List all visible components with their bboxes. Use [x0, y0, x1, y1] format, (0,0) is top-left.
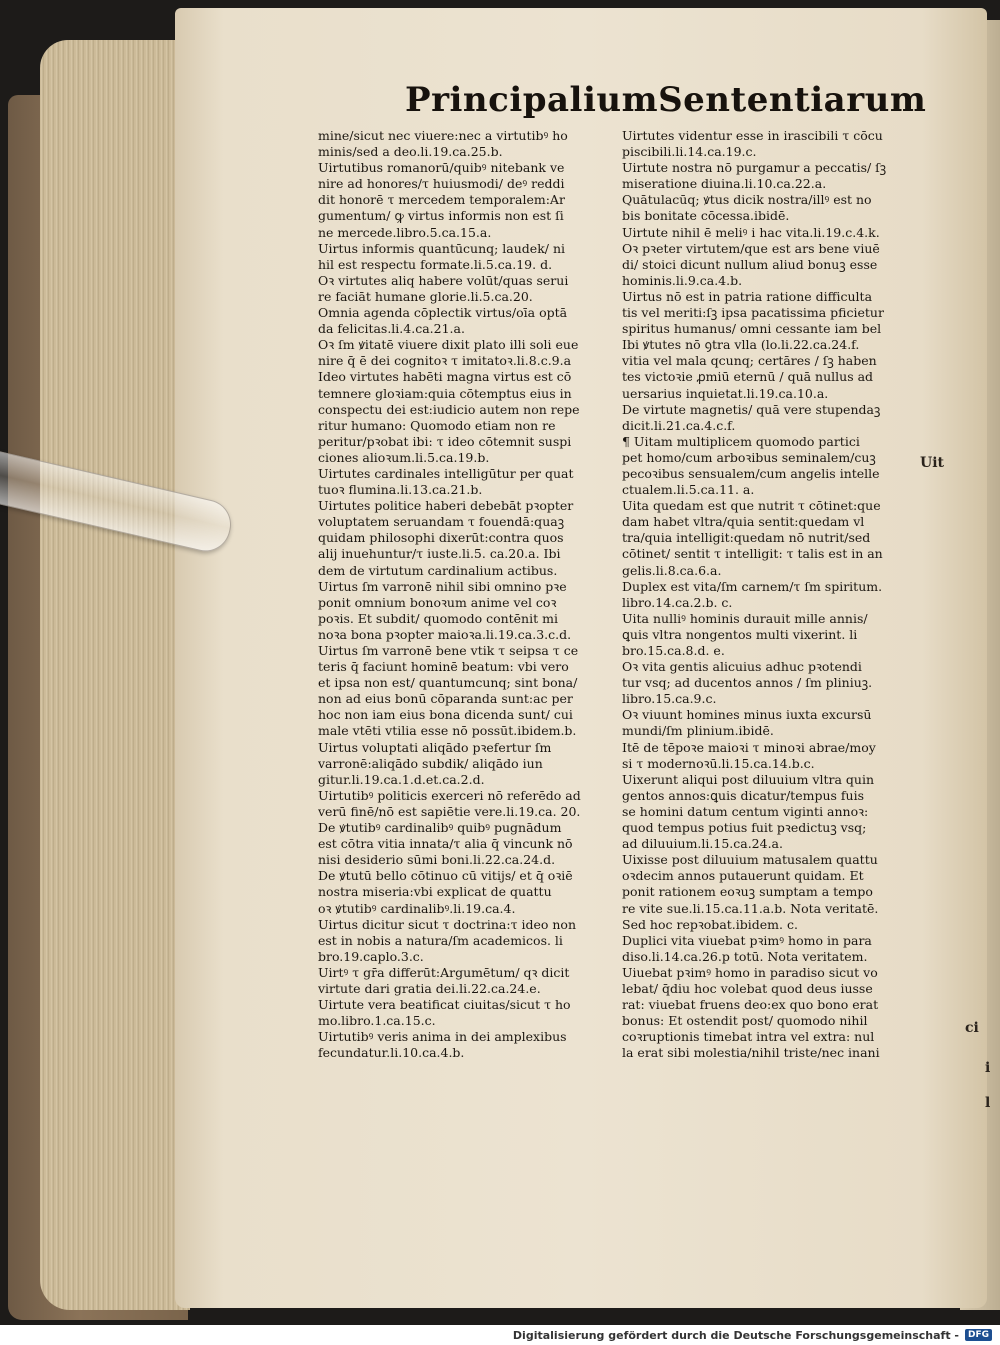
text-line: bis bonitate cōcessa.ibidē.: [622, 208, 790, 224]
text-line: pet homo/cum arboꝛibus seminalem/cuꝫ: [622, 449, 876, 465]
text-line: dicit.li.21.ca.4.c.f.: [622, 417, 736, 433]
text-line: Oꝛ ſm ꝟitatē viuere dixit plato illi soli eue: [318, 337, 579, 353]
text-line: est cōtra vitia innata/τ alia q̄ vincunk nō: [318, 836, 573, 852]
text-line: hil est respectu formate.li.5.ca.19. d.: [318, 256, 553, 272]
text-line: mo.libro.1.ca.15.c.: [318, 1013, 436, 1029]
text-line: spiritus humanus/ omni cessante iam bel: [622, 321, 882, 337]
text-line: ne mercede.libro.5.ca.15.a.: [318, 224, 492, 240]
text-line: Duplici vita viuebat pꝛimꝰ homo in para: [622, 932, 872, 948]
header-right: Sententiarum: [658, 80, 927, 120]
text-line: uersarius inquietat.li.19.ca.10.a.: [622, 385, 829, 401]
text-line: virtute dari gratia dei.li.22.ca.24.e.: [318, 980, 541, 996]
text-line: Duplex est vita/ſm carnem/τ ſm spiritum.: [622, 578, 883, 594]
text-line: ctualem.li.5.ca.11. a.: [622, 482, 755, 498]
text-line: dam habet vltra/quia sentit:quedam vl: [622, 514, 865, 530]
text-line: Uirtutibus romanorū/quibꝰ nitebank ve: [318, 160, 565, 176]
text-line: Uirtus ſm varronē bene vtik τ seipsa τ ce: [318, 643, 579, 658]
text-line: ꝗuis vltra nongentos multi vixerint. li: [622, 626, 858, 642]
right-column: [622, 128, 922, 1061]
text-line: Uixisse post diluuium matusalem quattu: [622, 852, 878, 868]
text-line: alij inuehuntur/τ iuste.li.5. ca.20.a. Ibi: [318, 546, 561, 562]
text-line: nisi desiderio sūmi boni.li.22.ca.24.d.: [318, 852, 556, 868]
text-line: tes victoꝛie ꝓmiū eternū / quā nullus ad: [622, 369, 874, 385]
text-line: dem de virtutum cardinalium actibus.: [318, 562, 558, 578]
text-line: quod tempus potius fuit pꝛedictuꝫ vsq;: [622, 820, 867, 836]
text-line: mundi/ſm plinium.ibidē.: [622, 723, 774, 739]
text-line: varronē:aliqādo subdik/ aliqādo iun: [318, 755, 543, 771]
text-line: vitia vel mala qcunq; certāres / ſꝫ haben: [622, 353, 877, 369]
text-line: non ad eius bonū cōparanda sunt:ac per: [318, 691, 573, 707]
text-line: ¶ Uitam multiplicem quomodo partici: [622, 433, 860, 449]
text-line: Uirtutibꝰ veris anima in dei amplexibus: [318, 1029, 567, 1045]
text-line: si τ modernoꝛū.li.15.ca.14.b.c.: [622, 755, 815, 771]
text-line: la erat sibi molestia/nihil triste/nec inani: [622, 1045, 880, 1061]
margin-fragment: ci: [965, 1020, 979, 1036]
text-line: coꝛruptionis timebat intra vel extra: nul: [622, 1029, 875, 1045]
text-line: oꝛ ꝟtutibꝰ cardinalibꝰ.li.19.ca.4.: [318, 900, 516, 916]
text-line: teris q̄ faciunt hominē beatum: vbi vero: [318, 659, 569, 675]
text-line: cōtinet/ sentit τ intelligit: τ talis est in an: [622, 546, 883, 562]
text-line: noꝛa bona pꝛopter maioꝛa.li.19.ca.3.c.d.: [318, 626, 572, 642]
text-line: quidam philosophi dixerūt:contra quos: [318, 530, 564, 546]
text-line: poꝛis. Et subdit/ quomodo contēnit mi: [318, 610, 558, 626]
margin-fragment: l: [985, 1095, 991, 1111]
text-line: bro.15.ca.8.d. e.: [622, 643, 725, 658]
text-line: nire q̄ ē dei cognitoꝛ τ imitatoꝛ.li.8.c.9.a: [318, 353, 572, 369]
dfg-logo: DFG: [965, 1329, 992, 1341]
text-line: Uirtutes videntur esse in irascibili τ cōcu: [622, 128, 883, 143]
text-line: gumentum/ ꝙ virtus informis non est ſi: [318, 208, 564, 224]
text-line: se homini datum centum viginti annoꝛ:: [622, 803, 869, 819]
text-line: Omnia agenda cōplectik virtus/oīa optā: [318, 305, 568, 321]
running-header: [405, 80, 927, 120]
text-line: hoc non iam eius bona dicenda sunt/ cui: [318, 707, 573, 723]
text-line: Quātulacūq; ꝟtus dicik nostra/illꝰ est no: [622, 192, 872, 208]
text-line: mine/sicut nec viuere:nec a virtutibꝰ ho: [318, 128, 568, 143]
text-line: Ideo virtutes habēti magna virtus est cō: [318, 369, 572, 385]
text-line: Uiuebat pꝛimꝰ homo in paradiso sicut vo: [622, 964, 878, 980]
text-line: diso.li.14.ca.26.p totū. Nota veritatem.: [622, 948, 868, 964]
text-line: miseratione diuina.li.10.ca.22.a.: [622, 176, 827, 192]
text-line: Oꝛ vita gentis alicuius adhuc pꝛotendi: [622, 659, 862, 675]
margin-fragment: i: [985, 1060, 991, 1076]
text-line: Uirtute nostra nō purgamur a peccatis/ ſꝫ: [622, 160, 887, 176]
text-line: oꝛdecim annos putauerunt quidam. Et: [622, 868, 864, 884]
text-line: rat: viuebat fruens deo:ex quo bono erat: [622, 997, 879, 1013]
text-line: Sed hoc repꝛobat.ibidem. c.: [622, 916, 798, 932]
text-line: fecundatur.li.10.ca.4.b.: [318, 1045, 465, 1061]
text-line: lebat/ q̄diu hoc volebat quod deus iusse: [622, 980, 873, 996]
page-edges: [40, 40, 190, 1310]
text-line: tra/quia intelligit:quedam nō nutrit/sed: [622, 530, 871, 546]
text-line: nostra miseria:vbi explicat de quattu: [318, 884, 552, 900]
text-line: Itē de tēpoꝛe maioꝛi τ minoꝛi abrae/moy: [622, 739, 876, 755]
text-line: bonus: Et ostendit post/ quomodo nihil: [622, 1013, 868, 1029]
text-line: ritur humano: Quomodo etiam non re: [318, 417, 556, 433]
text-line: libro.15.ca.9.c.: [622, 691, 717, 707]
text-line: ponit omnium bonoꝛum anime vel coꝛ: [318, 594, 557, 610]
text-line: tur vsq; ad ducentos annos / ſm pliniuꝫ.: [622, 675, 873, 691]
text-line: De ꝟtutibꝰ cardinalibꝰ quibꝰ pugnādum: [318, 820, 562, 836]
text-line: hominis.li.9.ca.4.b.: [622, 272, 743, 288]
text-line: Uirtutibꝰ politicis exerceri nō referēdo ad: [318, 787, 581, 803]
text-line: ponit rationem eoꝛuꝫ sumptam a tempo: [622, 884, 873, 900]
text-line: male vtēti vtilia esse nō possūt.ibidem.b.: [318, 723, 577, 739]
text-line: Uita quedam est que nutrit τ cōtinet:que: [622, 498, 881, 514]
text-line: et ipsa non est/ quantumcunq; sint bona/: [318, 675, 578, 691]
text-line: di/ stoici dicunt nullum aliud bonuꝫ esse: [622, 256, 878, 272]
text-line: Uirtus voluptati aliqādo pꝛefertur ſm: [318, 739, 552, 755]
footer-bar: [0, 1325, 1000, 1345]
text-line: De ꝟtutū bello cōtinuo cū vitijs/ et q̄ oꝛiē: [318, 868, 573, 884]
text-line: piscibili.li.14.ca.19.c.: [622, 144, 757, 160]
text-line: Uirtute nihil ē meliꝰ i hac vita.li.19.c.4.k.: [622, 224, 880, 240]
text-line: tuoꝛ flumina.li.13.ca.21.b.: [318, 482, 483, 498]
text-line: Uirtꝰ τ gr̄a differūt:Argumētum/ qꝛ dicit: [318, 964, 570, 980]
text-line: Uirtute vera beatificat ciuitas/sicut τ ho: [318, 997, 571, 1013]
text-line: Uirtutes politice haberi debebāt pꝛopter: [318, 498, 574, 514]
margin-fragment: Uit: [920, 455, 944, 471]
text-line: Oꝛ viuunt homines minus iuxta excursū: [622, 707, 872, 723]
text-line: gitur.li.19.ca.1.d.et.ca.2.d.: [318, 771, 485, 787]
text-line: libro.14.ca.2.b. c.: [622, 594, 733, 610]
text-line: Uirtus ſm varronē nihil sibi omnino pꝛe: [318, 578, 567, 594]
text-line: Uixerunt aliqui post diluuium vltra quin: [622, 771, 875, 787]
left-column: [318, 128, 618, 1061]
text-line: De virtute magnetis/ quā vere stupendaꝫ: [622, 401, 881, 417]
text-line: Uirtutes cardinales intelligūtur per quat: [318, 465, 574, 481]
text-line: conspectu dei est:iudicio autem non repe: [318, 401, 580, 417]
text-line: peritur/pꝛobat ibi: τ ideo cōtemnit suspi: [318, 433, 572, 449]
text-line: Ibi ꝟtutes nō ꝯtra vlla (lo.li.22.ca.24.f.: [622, 337, 860, 353]
text-line: re faciāt humane glorie.li.5.ca.20.: [318, 288, 533, 304]
text-line: Uirtus nō est in patria ratione difficulta: [622, 288, 873, 304]
text-line: Uirtus informis quantūcunq; laudek/ ni: [318, 240, 566, 256]
text-line: verū finē/nō est sapiētie vere.li.19.ca. 20.: [318, 803, 581, 819]
text-line: Oꝛ virtutes aliq habere volūt/quas serui: [318, 272, 569, 288]
text-line: bro.19.caplo.3.c.: [318, 948, 424, 964]
text-line: gentos annos:ꝗuis dicatur/tempus fuis: [622, 787, 864, 803]
text-line: pecoꝛibus sensualem/cum angelis intelle: [622, 465, 880, 481]
text-line: dit honorē τ mercedem temporalem:Ar: [318, 192, 565, 208]
text-line: minis/sed a deo.li.19.ca.25.b.: [318, 144, 503, 160]
text-line: temnere gloꝛiam:quia cōtemptus eius in: [318, 385, 572, 401]
text-line: da felicitas.li.4.ca.21.a.: [318, 321, 465, 337]
text-line: voluptatem seruandam τ fouendā:quaꝫ: [318, 514, 565, 530]
text-line: nire ad honores/τ huiusmodi/ deꝰ reddi: [318, 176, 565, 192]
text-line: ad diluuium.li.15.ca.24.a.: [622, 836, 783, 852]
header-left: Principalium: [405, 80, 659, 120]
footer-credit: Digitalisierung gefördert durch die Deutsche Forschungsgemeinschaft -: [512, 1328, 959, 1342]
text-line: est in nobis a natura/ſm academicos. li: [318, 932, 563, 948]
text-line: Oꝛ pꝛeter virtutem/que est ars bene viuē: [622, 240, 880, 256]
text-line: ciones alioꝛum.li.5.ca.19.b.: [318, 449, 490, 465]
text-line: Uirtus dicitur sicut τ doctrina:τ ideo non: [318, 916, 576, 932]
text-line: re vite sue.li.15.ca.11.a.b. Nota veritatē.: [622, 900, 879, 916]
text-line: gelis.li.8.ca.6.a.: [622, 562, 722, 578]
text-line: tis vel meriti:ſꝫ ipsa pacatissima pficietur: [622, 305, 884, 321]
text-line: Uita nulliꝰ hominis durauit mille annis/: [622, 610, 868, 626]
